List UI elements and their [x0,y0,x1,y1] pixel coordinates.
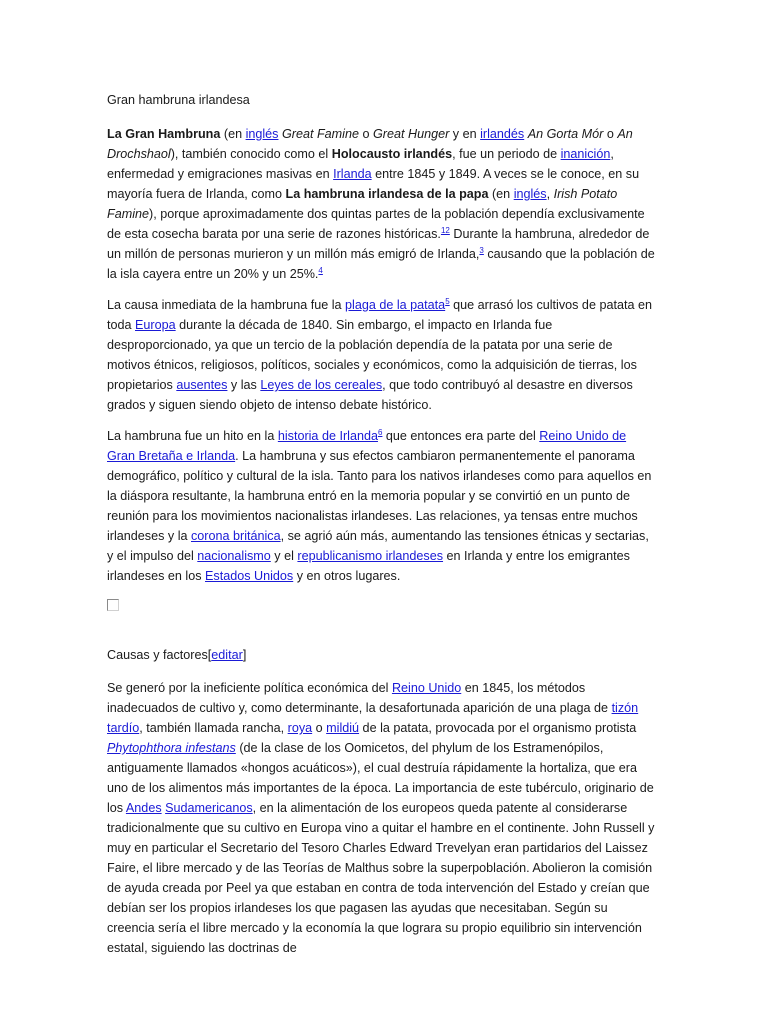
broken-image-placeholder [107,597,657,629]
text: (en [220,127,246,141]
bold-term: La hambruna irlandesa de la papa [285,187,489,201]
paragraph-milestone [107,426,657,586]
paragraph-causes [107,295,657,415]
link-mildiu[interactable]: mildiú [326,721,360,735]
italic-term: Irish Potato Famine [107,187,618,221]
edit-section-link[interactable]: editar [211,648,243,662]
image-placeholder-icon [107,599,119,611]
text: que arrasó los cultivos de patata en toda [107,298,652,332]
document-body [107,90,657,969]
link-sudamericanos[interactable]: Sudamericanos [165,801,253,815]
text: (en [488,187,514,201]
text: Durante la hambruna, alrededor de un millón de personas murieron y un millón más emigró de Irlanda, [107,227,650,261]
italic-term: Great Famine [281,127,359,141]
footnote-link[interactable]: 3 [479,245,484,255]
link-nacionalismo[interactable]: nacionalismo [197,549,271,563]
link-phytophthora[interactable]: Phytophthora infestans [107,741,236,755]
text: (de la clase de los Oomicetos, del phylum de los Estramenópilos, antiguamente llamados «hongos acuáticos»), el cual destruía rápidamente la hortaliza, que era uno de los alimentos más importantes de la época. La importancia de este tubérculo, originario de los [107,741,654,815]
italic-term: An Drochshaol [107,127,633,161]
bracket: [ [207,648,212,662]
link-ingles[interactable]: inglés [513,187,547,201]
footnote-link[interactable]: 5 [445,296,450,306]
italic-term: An Gorta Mór [527,127,604,141]
text: que entonces era parte del [382,429,540,443]
footnote-link[interactable]: 12 [440,225,450,235]
text: La hambruna fue un hito en la [107,429,278,443]
link-estados-unidos[interactable]: Estados Unidos [205,569,294,583]
text: . La hambruna y sus efectos cambiaron permanentemente el panorama demográfico, político y cultural de la isla. Tanto para los nativos irlandeses como para aquellos en la diáspora resultante, la hambruna entró en la memoria popular y se convirtió en un punto de reunión para los movimientos nacionalistas irlandeses. Las relaciones, ya tensas entre muchos irlandeses y la [107,449,652,543]
link-leyes-cereales[interactable]: Leyes de los cereales [260,378,383,392]
text: y en otros lugares. [293,569,401,583]
link-ingles[interactable]: inglés [245,127,279,141]
text: ), también conocido como el [170,147,332,161]
link-roya[interactable]: roya [287,721,313,735]
document-title: Gran hambruna irlandesa [107,93,250,107]
text: , [546,187,554,201]
bracket: ] [242,648,247,662]
text: , en la alimentación de los europeos queda patente al considerarse tradicionalmente que su cultivo en Europa vino a quitar el hambre en el continente. John Russell y muy en particular el Secretario del Tesoro Charles Edward Trevelyan eran partidarios del Laissez Faire, el libre mercado y de las Teorías de Malthus sobre la superpoblación. Abolieron la comisión de ayuda creada por Peel ya que estaban en contra de toda intervención del Estado y creían que debían ser los propios irlandeses los que pagasen las ayudas que necesitaban. Según su creencia sería el libre mercado y la economía la que lograra su propio equilibrio sin intervención estatal, siguiendo las doctrinas de [107,801,655,955]
link-europa[interactable]: Europa [135,318,176,332]
text: Se generó por la ineficiente política económica del [107,681,392,695]
text: durante la década de 1840. Sin embargo, el impacto en Irlanda fue desproporcionado, ya que un tercio de la población dependía de la patata por una serie de motivos étnicos, religiosos, políticos, sociales y económicos, como la adquisición de tierras, los propietarios [107,318,637,392]
section-title: Causas y factores [107,648,208,662]
text: y el [270,549,298,563]
text: , se agrió aún más, aumentando las tensiones étnicas y sectarias, y el impulso del [107,529,649,563]
link-republicanismo[interactable]: republicanismo irlandeses [297,549,444,563]
text: ), porque aproximadamente dos quintas partes de la población dependía exclusivamente de esta cosecha barata por una serie de razones históricas. [107,207,645,241]
text: en 1845, los métodos inadecuados de cultivo y, como determinante, la desafortunada aparición de una plaga de [107,681,612,715]
text: y las [227,378,261,392]
text: o [358,127,373,141]
paragraph-intro [107,124,657,284]
text: , también llamada rancha, [139,721,288,735]
link-ausentes[interactable]: ausentes [176,378,228,392]
section-heading [107,645,657,665]
text: en Irlanda y entre los emigrantes irlandeses en los [107,549,630,583]
paragraph-factors [107,678,657,958]
link-andes[interactable]: Andes [125,801,162,815]
link-reino-unido-gb-irlanda[interactable]: Reino Unido de Gran Bretaña e Irlanda [107,429,627,463]
text: de la patata, provocada por el organismo protista [359,721,637,735]
text: La causa inmediata de la hambruna fue la [107,298,346,312]
link-irlanda[interactable]: Irlanda [333,167,372,181]
footnote-link[interactable]: 6 [377,427,383,437]
link-tizon-tardio[interactable]: tizón tardío [107,701,639,735]
link-reino-unido[interactable]: Reino Unido [391,681,462,695]
link-inanicion[interactable]: inanición [560,147,611,161]
text: , que todo contribuyó al desastre en diversos grados y siguen siendo objeto de intenso debate histórico. [107,378,633,412]
bold-term: La Gran Hambruna [107,127,221,141]
text: causando que la población de la isla cayera entre un 20% y un 25%. [107,247,655,281]
text: y en [449,127,481,141]
text: , enfermedad y emigraciones masivas en [107,147,614,181]
bold-term: Holocausto irlandés [331,147,453,161]
footnote-link[interactable]: 4 [318,265,323,275]
text: entre 1845 y 1849. A veces se le conoce, en su mayoría fuera de Irlanda, como [107,167,640,201]
link-historia-irlanda[interactable]: historia de Irlanda [277,429,378,443]
link-corona-britanica[interactable]: corona británica [191,529,281,543]
text: , fue un periodo de [452,147,561,161]
italic-term: Great Hunger [373,127,450,141]
text: o [312,721,327,735]
link-plaga-patata[interactable]: plaga de la patata [345,298,446,312]
link-irlandes[interactable]: irlandés [480,127,525,141]
text: o [603,127,618,141]
